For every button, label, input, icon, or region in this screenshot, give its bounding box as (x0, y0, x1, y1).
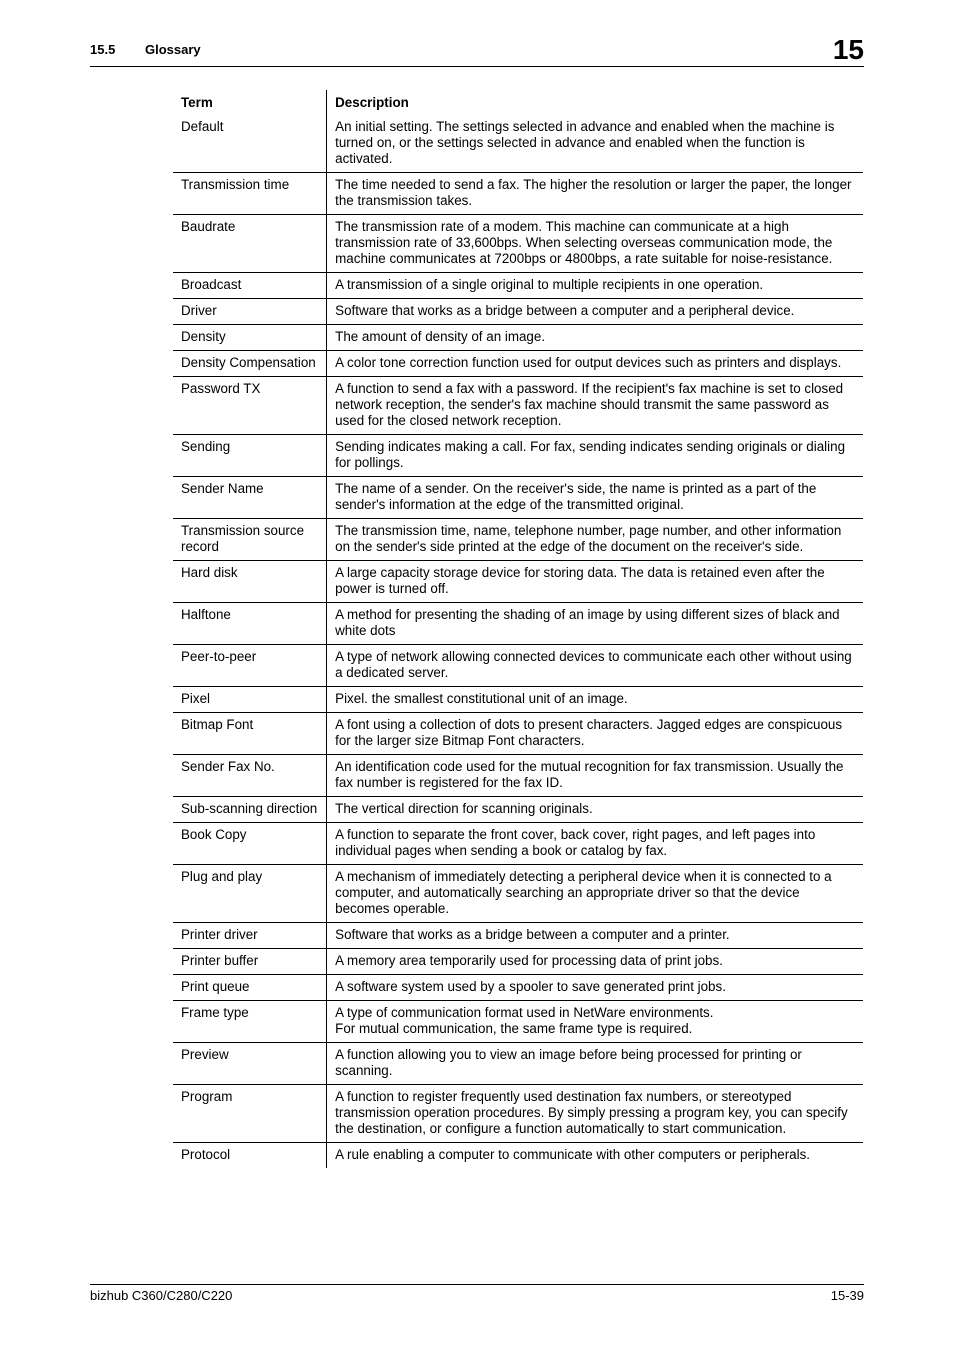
table-row (173, 823, 863, 865)
table-row (173, 115, 863, 173)
description-cell: Software that works as a bridge between a computer and a printer. (335, 927, 730, 942)
table-row (173, 755, 863, 797)
description-cell: An initial setting. The settings selected in advance and enabled when the machine is turned on, or the settings selected in advance and enabled when the function is activated. (335, 119, 835, 166)
term-cell: Sender Fax No. (173, 755, 327, 797)
footer-page-number: 15-39 (830, 1288, 864, 1303)
term-cell: Printer buffer (173, 949, 327, 975)
table-row (173, 435, 863, 477)
description-cell: A function to separate the front cover, back cover, right pages, and left pages into individual pages when sending a book or catalog by fax. (335, 827, 816, 858)
term-cell: Print queue (173, 975, 327, 1001)
table-row (173, 687, 863, 713)
table-row (173, 645, 863, 687)
description-cell: A large capacity storage device for storing data. The data is retained even after the power is turned off. (335, 565, 825, 596)
description-cell: Pixel. the smallest constitutional unit of an image. (335, 691, 628, 706)
description-cell: The name of a sender. On the receiver's side, the name is printed as a part of the sender's information at the edge of the transmitted original. (335, 481, 817, 512)
description-cell: A transmission of a single original to multiple recipients in one operation. (335, 277, 764, 292)
term-cell: Frame type (173, 1001, 327, 1043)
table-row (173, 975, 863, 1001)
term-cell: Pixel (173, 687, 327, 713)
description-cell: A software system used by a spooler to save generated print jobs. (335, 979, 726, 994)
term-cell: Halftone (173, 603, 327, 645)
term-cell: Protocol (173, 1143, 327, 1169)
description-cell: An identification code used for the mutual recognition for fax transmission. Usually the fax number is registered for the fax ID. (335, 759, 844, 790)
description-cell: A function to register frequently used destination fax numbers, or stereotyped transmission operation procedures. By simply pressing a program key, you can specify the destination, or configure a function automatically to start communication. (335, 1089, 848, 1136)
term-cell: Hard disk (173, 561, 327, 603)
table-row (173, 1001, 863, 1043)
glossary-table (173, 90, 863, 1168)
table-row (173, 1085, 863, 1143)
glossary-body (173, 115, 863, 1168)
table-row (173, 561, 863, 603)
term-cell: Peer-to-peer (173, 645, 327, 687)
table-row (173, 923, 863, 949)
table-row (173, 299, 863, 325)
description-cell: A font using a collection of dots to present characters. Jagged edges are conspicuous for the larger size Bitmap Font characters. (335, 717, 843, 748)
description-cell: The transmission rate of a modem. This machine can communicate at a high transmission rate of 33,600bps. When selecting overseas communication mode, the machine communicates at 7200bps or 4800bps, a rate suitable for noise-resistance. (335, 219, 833, 266)
table-row (173, 1143, 863, 1169)
term-cell: Density Compensation (173, 351, 327, 377)
table-row (173, 173, 863, 215)
term-cell: Program (173, 1085, 327, 1143)
description-cell: The amount of density of an image. (335, 329, 546, 344)
description-cell: A type of network allowing connected devices to communicate each other without using a dedicated server. (335, 649, 852, 680)
description-cell: The vertical direction for scanning originals. (335, 801, 593, 816)
description-cell: Software that works as a bridge between a computer and a peripheral device. (335, 303, 795, 318)
term-cell: Baudrate (173, 215, 327, 273)
table-row (173, 477, 863, 519)
term-cell: Plug and play (173, 865, 327, 923)
term-cell: Driver (173, 299, 327, 325)
description-cell: A type of communication format used in NetWare environments. For mutual communication, the same frame type is required. (335, 1005, 714, 1036)
footer-model: bizhub C360/C280/C220 (90, 1288, 233, 1303)
term-cell: Preview (173, 1043, 327, 1085)
section-title: Glossary (145, 42, 201, 57)
term-cell: Bitmap Font (173, 713, 327, 755)
description-cell: A method for presenting the shading of an image by using different sizes of black and white dots (335, 607, 840, 638)
table-row (173, 377, 863, 435)
term-cell: Password TX (173, 377, 327, 435)
chapter-number: 15 (829, 34, 864, 66)
term-cell: Density (173, 325, 327, 351)
term-cell: Transmission source record (173, 519, 327, 561)
table-row (173, 865, 863, 923)
term-cell: Sub-scanning direction (173, 797, 327, 823)
description-cell: The time needed to send a fax. The higher the resolution or larger the paper, the longer the transmission takes. (335, 177, 852, 208)
description-cell: Sending indicates making a call. For fax, sending indicates sending originals or dialing for pollings. (335, 439, 846, 470)
table-row (173, 351, 863, 377)
table-row (173, 519, 863, 561)
term-cell: Book Copy (173, 823, 327, 865)
description-cell: A function to send a fax with a password. If the recipient's fax machine is set to closed network reception, the sender's fax machine should transmit the same password as used for the closed network reception. (335, 381, 844, 428)
term-cell: Transmission time (173, 173, 327, 215)
table-row (173, 215, 863, 273)
column-header-term: Term (173, 90, 327, 115)
table-row (173, 1043, 863, 1085)
page-header (90, 34, 864, 67)
description-cell: A memory area temporarily used for processing data of print jobs. (335, 953, 723, 968)
table-row (173, 713, 863, 755)
table-row (173, 273, 863, 299)
description-cell: A rule enabling a computer to communicate with other computers or peripherals. (335, 1147, 811, 1162)
term-cell: Sending (173, 435, 327, 477)
term-cell: Printer driver (173, 923, 327, 949)
column-header-description: Description (335, 95, 409, 110)
table-row (173, 949, 863, 975)
description-cell: The transmission time, name, telephone number, page number, and other information on the sender's side printed at the edge of the document on the receiver's side. (335, 523, 842, 554)
page-footer (90, 1284, 864, 1303)
term-cell: Sender Name (173, 477, 327, 519)
table-header-row (173, 90, 863, 115)
table-row (173, 603, 863, 645)
table-row (173, 797, 863, 823)
section-number: 15.5 (90, 42, 116, 57)
description-cell: A color tone correction function used for output devices such as printers and displays. (335, 355, 842, 370)
description-cell: A mechanism of immediately detecting a peripheral device when it is connected to a computer, and automatically searching an appropriate driver so that the device becomes operable. (335, 869, 832, 916)
term-cell: Broadcast (173, 273, 327, 299)
description-cell: A function allowing you to view an image before being processed for printing or scanning. (335, 1047, 802, 1078)
table-row (173, 325, 863, 351)
term-cell: Default (173, 115, 327, 173)
